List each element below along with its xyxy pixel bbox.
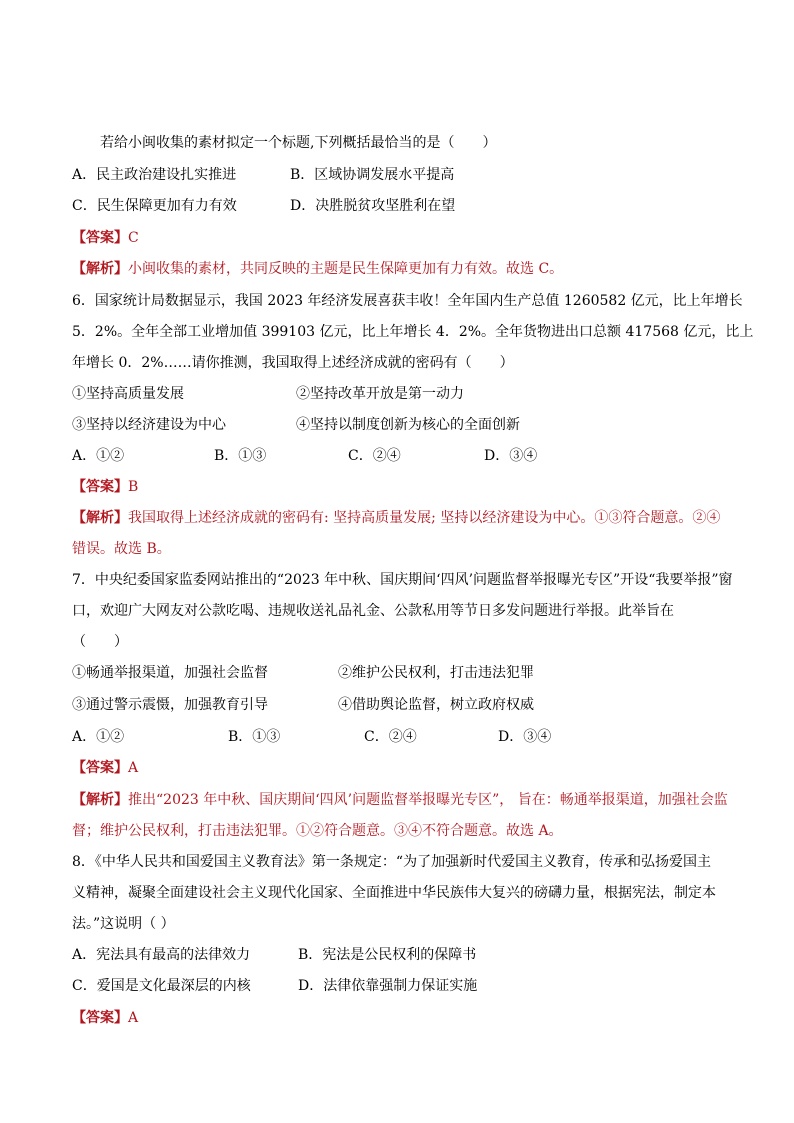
q6-option-d: D．③④ bbox=[484, 448, 538, 464]
q6-item-1: ①坚持高质量发展 bbox=[72, 386, 184, 402]
q7-option-a: A．①② bbox=[72, 729, 125, 745]
q7-answer bbox=[72, 758, 722, 778]
analysis-label: 【解析】 bbox=[72, 261, 128, 277]
answer-label: 【答案】 bbox=[72, 1010, 128, 1026]
answer-value: C bbox=[128, 230, 139, 246]
q5-answer bbox=[72, 228, 722, 248]
q6-analysis-line-2: 错误。故选 B。 bbox=[72, 541, 171, 557]
answer-label: 【答案】 bbox=[72, 479, 128, 495]
q7-option-c: C．②④ bbox=[364, 729, 417, 745]
analysis-text: 推出“2023 年中秋、国庆期间‘四风’问题监督举报曝光专区”， 旨在：畅通举报渠道，加强社会监 bbox=[128, 792, 728, 808]
q7-item-3: ③通过警示震慑，加强教育引导 bbox=[72, 697, 268, 713]
q6-item-3: ③坚持以经济建设为中心 bbox=[72, 417, 226, 433]
answer-label: 【答案】 bbox=[72, 230, 128, 246]
answer-label: 【答案】 bbox=[72, 760, 128, 776]
q7-stem-line-2: 口，欢迎广大网友对公款吃喝、违规收送礼品礼金、公款私用等节日多发问题进行举报。此举旨在 bbox=[72, 603, 674, 619]
analysis-label: 【解析】 bbox=[72, 792, 128, 808]
analysis-label: 【解析】 bbox=[72, 510, 128, 526]
q6-stem-line-2: 5．2%。全年全部工业增加值 399103 亿元，比上年增长 4．2%。全年货物进出口总额 417568 亿元，比上 bbox=[72, 324, 754, 340]
q7-item-1: ①畅通举报渠道，加强社会监督 bbox=[72, 665, 268, 681]
q5-option-d: D．决胜脱贫攻坚胜利在望 bbox=[290, 198, 456, 214]
q7-analysis-line-2: 督；维护公民权利，打击违法犯罪。①②符合题意。③④不符合题意。故选 A。 bbox=[72, 823, 563, 839]
q6-option-c: C．②④ bbox=[348, 448, 401, 464]
q5-option-c: C．民生保障更加有力有效 bbox=[72, 198, 237, 214]
q8-stem-line-2: 义精神，凝聚全面建设社会主义现代化国家、全面推进中华民族伟大复兴的磅礴力量，根据宪法，制定本 bbox=[72, 885, 716, 901]
analysis-text: 我国取得上述经济成就的密码有: 坚持高质量发展; 坚持以经济建设为中心。①③符合题意。②④ bbox=[128, 510, 721, 526]
q6-option-b: B．①③ bbox=[214, 448, 267, 464]
q6-stem-line-3: 年增长 0．2%……请你推测，我国取得上述经济成就的密码有（ ） bbox=[72, 355, 514, 371]
q7-option-b: B．①③ bbox=[228, 729, 281, 745]
q6-item-4: ④坚持以制度创新为核心的全面创新 bbox=[296, 417, 520, 433]
q5-stem: 若给小闽收集的素材拟定一个标题,下列概括最恰当的是（ ） bbox=[100, 135, 497, 151]
q8-option-a: A．宪法具有最高的法律效力 bbox=[72, 947, 251, 963]
q8-option-d: D．法律依靠强制力保证实施 bbox=[298, 978, 478, 994]
q8-stem-line-3: 法。”这说明（ ） bbox=[72, 916, 175, 932]
answer-value: A bbox=[128, 760, 139, 776]
q8-answer bbox=[72, 1008, 722, 1028]
q8-stem-line-1: 8．《中华人民共和国爱国主义教育法》第一条规定：“为了加强新时代爱国主义教育，传承和弘扬爱国主 bbox=[72, 854, 712, 870]
q7-stem-line-3: （ ） bbox=[72, 634, 128, 650]
q7-stem-line-1: 7．中央纪委国家监委网站推出的“2023 年中秋、国庆期间‘四风’问题监督举报曝光专区”开设“我要举报”窗 bbox=[72, 572, 733, 588]
q7-item-4: ④借助舆论监督，树立政府权威 bbox=[338, 697, 534, 713]
q7-option-d: D．③④ bbox=[498, 729, 552, 745]
q7-item-2: ②维护公民权利，打击违法犯罪 bbox=[338, 665, 534, 681]
q6-option-a: A．①② bbox=[72, 448, 125, 464]
answer-value: A bbox=[128, 1010, 139, 1026]
analysis-text: 小闽收集的素材，共同反映的主题是民生保障更加有力有效。故选 C。 bbox=[128, 261, 564, 277]
q8-option-b: B．宪法是公民权利的保障书 bbox=[298, 947, 477, 963]
q6-analysis-line-1 bbox=[72, 508, 722, 528]
q6-item-2: ②坚持改革开放是第一动力 bbox=[296, 386, 464, 402]
q5-option-b: B．区域协调发展水平提高 bbox=[290, 167, 455, 183]
q6-answer bbox=[72, 477, 722, 497]
answer-value: B bbox=[128, 479, 139, 495]
q7-analysis-line-1 bbox=[72, 790, 728, 810]
q5-option-a: A．民主政治建设扎实推进 bbox=[72, 167, 237, 183]
q5-analysis bbox=[72, 259, 722, 279]
q6-stem-line-1: 6．国家统计局数据显示，我国 2023 年经济发展喜获丰收！全年国内生产总值 1260582 亿元，比上年增长 bbox=[72, 293, 743, 309]
q8-option-c: C．爱国是文化最深层的内核 bbox=[72, 978, 251, 994]
